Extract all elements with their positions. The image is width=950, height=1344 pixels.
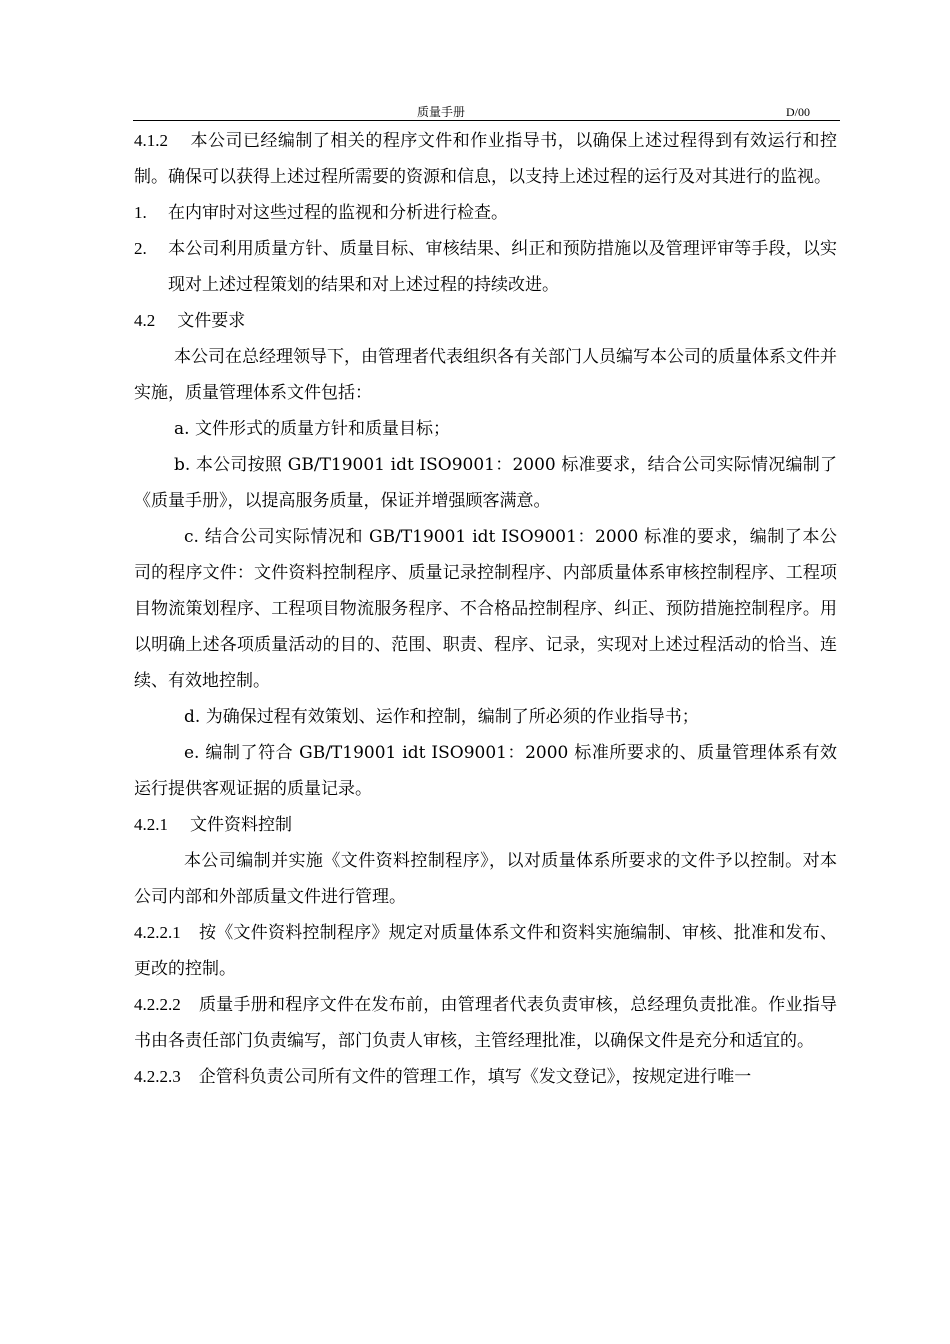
section-number: 4.2.2.2 — [134, 995, 181, 1014]
item-text: b. 本公司按照 GB/T19001 idt ISO9001：2000 标准要求，结合公司实际情况编制了《质量手册》，以提高服务质量，保证并增强顾客满意。 — [134, 455, 837, 511]
paragraph-text: 本公司已经编制了相关的程序文件和作业指导书，以确保上述过程得到有效运行和控制。确保可以获得上述过程所需要的资源和信息，以支持上述过程的运行及对其进行的监视。 — [134, 131, 837, 187]
item-text: c. 结合公司实际情况和 GB/T19001 idt ISO9001：2000 标准的要求，编制了本公司的程序文件：文件资料控制程序、质量记录控制程序、内部质量体系审核控制程序、工程项目物流策划程序、工程项目物流服务程序、不合格品控制程序、纠正、预防措施控制程序。用以明确上述各项质量活动的目的、范围、职责、程序、记录，实现对上述过程活动的恰当、连续、有效地控制。 — [134, 527, 837, 691]
list-number: 1. — [134, 203, 147, 222]
section-heading: 文件资料控制 — [190, 815, 292, 835]
paragraph-text: 本公司在总经理领导下，由管理者代表组织各有关部门人员编写本公司的质量体系文件并实施，质量管理体系文件包括： — [134, 347, 837, 403]
section-number: 4.2.2.1 — [134, 923, 181, 942]
header-title: 质量手册 — [417, 105, 466, 119]
paragraph-text: 质量手册和程序文件在发布前，由管理者代表负责审核，总经理负责批准。作业指导书由各责任部门负责编写，部门负责人审核，主管经理批准，以确保文件是充分和适宜的。 — [134, 995, 837, 1051]
header-document-code: D/00 — [786, 105, 810, 119]
item-c — [134, 519, 837, 699]
section-heading: 文件要求 — [177, 311, 246, 331]
paragraph-text: 本公司编制并实施《文件资料控制程序》，以对质量体系所要求的文件予以控制。对本公司内部和外部质量文件进行管理。 — [134, 851, 837, 907]
paragraph-text: 企管科负责公司所有文件的管理工作，填写《发文登记》，按规定进行唯一 — [198, 1067, 752, 1087]
item-b — [134, 447, 837, 519]
section-number: 4.1.2 — [134, 131, 168, 150]
heading-4-2-1 — [134, 807, 837, 843]
paragraph-text: 按《文件资料控制程序》规定对质量体系文件和资料实施编制、审核、批准和发布、更改的控制。 — [134, 923, 837, 979]
list-item-text: 在内审时对这些过程的监视和分析进行检查。 — [168, 203, 508, 223]
header-divider — [133, 120, 840, 121]
paragraph-4-2-2-1 — [134, 915, 837, 987]
paragraph-4-2-2-2 — [134, 987, 837, 1059]
page-header — [133, 104, 840, 120]
paragraph-intro — [134, 339, 837, 411]
item-text: d. 为确保过程有效策划、运作和控制，编制了所必须的作业指导书； — [184, 707, 699, 727]
item-e — [134, 735, 837, 807]
section-number: 4.2.2.3 — [134, 1067, 181, 1086]
paragraph-4-2-2-3 — [134, 1059, 837, 1095]
list-item-text: 本公司利用质量方针、质量目标、审核结果、纠正和预防措施以及管理评审等手段，以实现对上述过程策划的结果和对上述过程的持续改进。 — [168, 239, 837, 295]
list-item-2 — [134, 231, 837, 303]
paragraph-4-1-2 — [134, 123, 837, 195]
document-body — [134, 123, 837, 1095]
heading-4-2 — [134, 303, 837, 339]
paragraph-document-control — [134, 843, 837, 915]
item-text: e. 编制了符合 GB/T19001 idt ISO9001：2000 标准所要求的、质量管理体系有效运行提供客观证据的质量记录。 — [134, 743, 837, 799]
item-text: a. 文件形式的质量方针和质量目标； — [174, 419, 450, 439]
item-d — [134, 699, 837, 735]
section-number: 4.2 — [134, 311, 156, 330]
item-a — [134, 411, 837, 447]
list-number: 2. — [134, 239, 147, 258]
list-item-1 — [134, 195, 837, 231]
section-number: 4.2.1 — [134, 815, 168, 834]
